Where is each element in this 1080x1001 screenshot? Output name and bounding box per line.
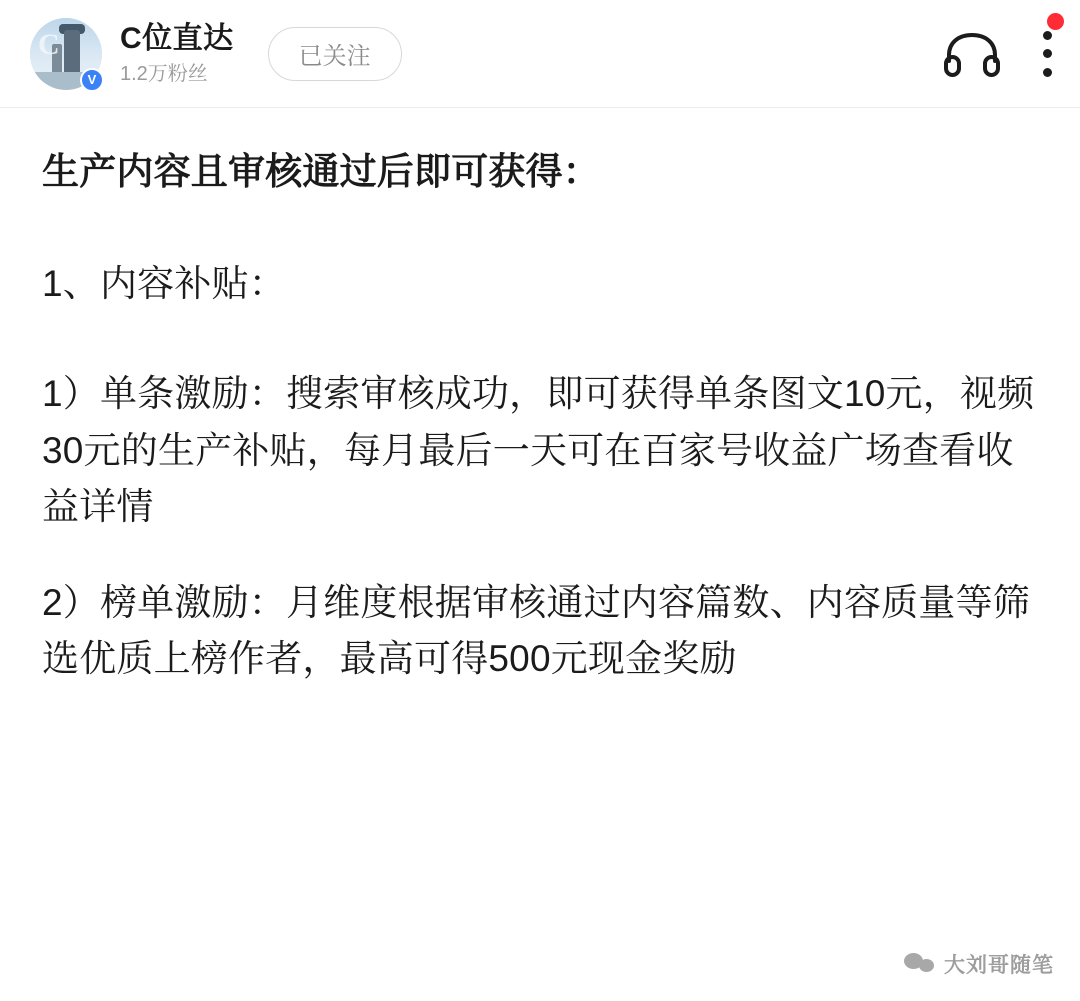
follow-button[interactable]: 已关注 xyxy=(268,27,402,81)
account-header xyxy=(0,0,1080,108)
more-dot-1 xyxy=(1043,31,1052,40)
article-body xyxy=(0,108,1080,688)
article-paragraph-heading: 生产内容且审核通过后即可获得： xyxy=(42,151,600,192)
watermark xyxy=(904,949,1054,979)
account-name: C位直达 xyxy=(120,22,234,56)
headphone-icon[interactable] xyxy=(944,31,1000,77)
more-dot-3 xyxy=(1043,68,1052,77)
avatar[interactable] xyxy=(30,18,102,90)
avatar-letter: C xyxy=(38,27,60,61)
watermark-text: 大刘哥随笔 xyxy=(944,954,1054,977)
header-actions xyxy=(944,31,1052,77)
wechat-logo-icon xyxy=(904,951,934,977)
account-info[interactable] xyxy=(120,22,234,85)
article-paragraph-item-1: 1）单条激励：搜索审核成功，即可获得单条图文10元，视频30元的生产补贴，每月最后一天可在百家号收益广场查看收益详情 xyxy=(42,373,1035,527)
fans-count: 1.2万粉丝 xyxy=(120,62,208,85)
verified-badge-icon: V xyxy=(80,68,104,92)
avatar-tower xyxy=(64,30,80,76)
article-paragraph-section-1: 1、内容补贴： xyxy=(42,263,286,305)
notification-dot xyxy=(1047,13,1064,30)
more-options-icon[interactable] xyxy=(1042,31,1052,77)
more-dot-2 xyxy=(1043,49,1052,58)
article-paragraph-item-2: 2）榜单激励：月维度根据审核通过内容篇数、内容质量等筛选优质上榜作者，最高可得500元现金奖励 xyxy=(42,582,1030,680)
wechat-bubble-2 xyxy=(919,959,934,972)
